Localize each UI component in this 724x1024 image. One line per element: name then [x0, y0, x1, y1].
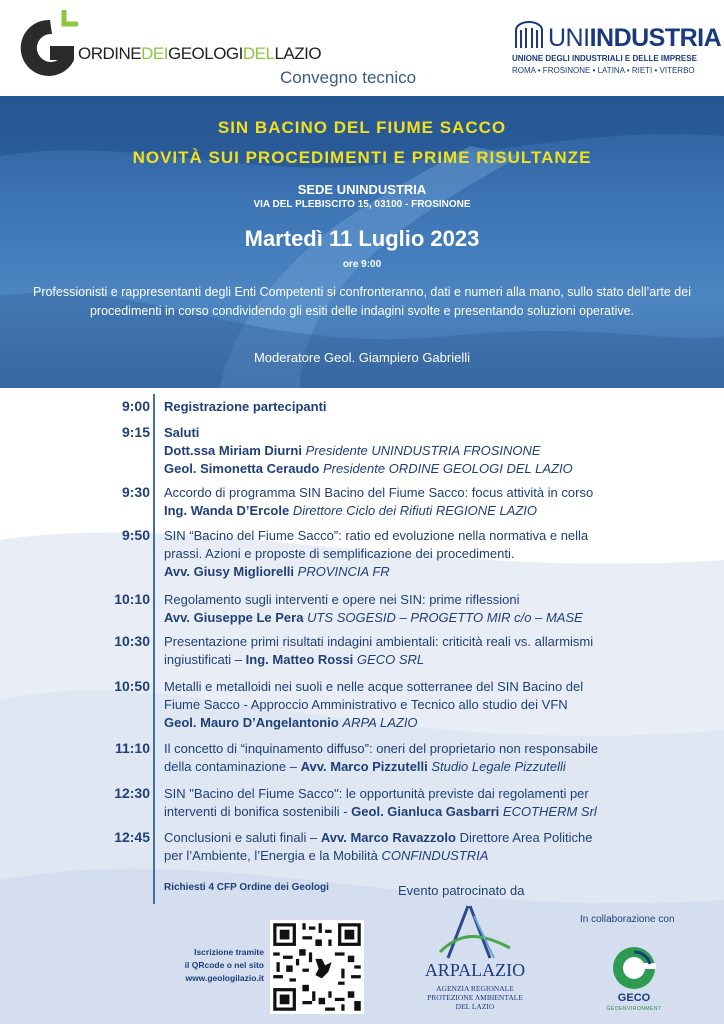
- arpa-name: ARPALAZIO: [424, 960, 526, 980]
- agenda-text: Saluti Dott.ssa Miriam Diurni Presidente UNINDUSTRIA FROSINONE Geol. Simonetta Ceraudo Presidente ORDINE GEOLOGI DEL LAZIO: [164, 425, 573, 476]
- event-time: ore 9:00: [342, 259, 382, 270]
- geco-logo-icon: [610, 944, 658, 992]
- event-description: Professionisti e rappresentanti degli Enti Competenti si confronteranno, dati e numeri alla mano, sullo stato dell’arte dei procedimenti in corso condividendo gli esiti delle indagini svolte e presentando soluzioni operative.: [32, 285, 691, 318]
- agenda-text: Conclusioni e saluti finali – Avv. Marco Ravazzolo Direttore Area Politiche per l’Ambiente, l’Energia e la Mobilità CONFINDUSTRIA: [164, 830, 593, 863]
- agenda-time: 10:10: [114, 591, 150, 607]
- agenda-text: Accordo di programma SIN Bacino del Fiume Sacco: focus attività in corso Ing. Wanda D’Ercole Direttore Ciclo dei Rifiuti REGIONE LAZIO: [164, 485, 594, 518]
- event-date: Martedì 11 Luglio 2023: [244, 226, 480, 251]
- venue-address: VIA DEL PLEBISCITO 15, 03100 - FROSINONE: [253, 199, 471, 210]
- header: [0, 0, 724, 96]
- agenda-time: 10:50: [114, 678, 150, 694]
- moderator: Moderatore Geol. Giampiero Gabrielli: [253, 350, 471, 365]
- event-title-line1: SIN BACINO DEL FIUME SACCO: [217, 118, 507, 137]
- agenda-time: 12:45: [114, 829, 150, 845]
- agenda-time: 9:50: [121, 527, 150, 543]
- registration-info: Iscrizione tramite il QRcode o nel sito www.geologilazio.it: [160, 946, 264, 985]
- agenda-text: SIN "Bacino del Fiume Sacco": le opportunità previste dai regolamenti per interventi di bonifica sostenibili - Geol. Gianluca Gasbarri ECOTHERM Srl: [164, 786, 597, 819]
- agenda-time: 12:30: [114, 785, 150, 801]
- agenda-text: SIN “Bacino del Fiume Sacco”: ratio ed evoluzione nella normativa e nella prassi. Azioni e proposte di semplificazione dei procedimenti. Avv. Giusy Migliorelli PROVINCIA FR: [164, 528, 589, 579]
- agenda-time: 9:30: [121, 484, 150, 500]
- ogl-logo-icon: [12, 8, 82, 82]
- agenda-text: Presentazione primi risultati indagini ambientali: criticità reali vs. allarmismi ingiustificati – Ing. Matteo Rossi GECO SRL: [164, 634, 594, 667]
- agenda-text: Il concetto di “inquinamento diffuso”: oneri del proprietario non responsabile della contaminazione – Avv. Marco Pizzutelli Studio Legale Pizzutelli: [164, 741, 599, 774]
- agenda-timeline: [153, 394, 155, 904]
- agenda-text: Registrazione partecipanti: [164, 399, 327, 414]
- event-title-line2: NOVITÀ SUI PROCEDIMENTI E PRIME RISULTANZE: [132, 148, 592, 167]
- agenda-time: 9:15: [121, 424, 150, 440]
- cfp-note: Richiesti 4 CFP Ordine dei Geologi: [164, 882, 329, 893]
- unindustria-name: UNIINDUSTRIA: [548, 24, 722, 52]
- agenda-text: Metalli e metalloidi nei suoli e nelle acque sotterranee del SIN Bacino del Fiume Sacco - Approccio Amministrativo e Tecnico allo studio dei VFN Geol. Mauro D’Angelantonio ARPA LAZIO: [164, 679, 584, 730]
- unindustria-subtitle: UNIONE DEGLI INDUSTRIALI E DELLE IMPRESE: [512, 54, 697, 63]
- unindustria-logo-icon: [512, 20, 546, 50]
- hero-banner: [0, 96, 724, 388]
- website-link[interactable]: www.geologilazio.it: [185, 973, 264, 983]
- geco-name: GECO: [617, 992, 651, 1004]
- geco-subtitle: GEOENVIRONMENT: [606, 1006, 662, 1012]
- convegno-label: Convegno tecnico: [280, 68, 417, 87]
- unindustria-cities: ROMA • FROSINONE • LATINA • RIETI • VITERBO: [512, 66, 695, 75]
- agenda-time: 11:10: [114, 740, 150, 756]
- arpa-logo-icon: [420, 902, 530, 962]
- arpa-subtitle: AGENZIA REGIONALE PROTEZIONE AMBIENTALE DEL LAZIO: [427, 984, 523, 1011]
- qr-code-icon[interactable]: [270, 920, 364, 1014]
- venue-name: SEDE UNINDUSTRIA: [297, 182, 427, 197]
- agenda-time: 9:00: [121, 398, 150, 414]
- ogl-name: ORDINEDEIGEOLOGIDELLAZIO: [78, 44, 322, 63]
- agenda-text: Regolamento sugli interventi e opere nei SIN: prime riflessioni Avv. Giuseppe Le Pera UTS SOGESID – PROGETTO MIR c/o – MASE: [164, 592, 583, 625]
- patronage-label: Evento patrocinato da: [398, 883, 525, 898]
- agenda-time: 10:30: [114, 633, 150, 649]
- collaboration-label: In collaborazione con: [580, 914, 675, 925]
